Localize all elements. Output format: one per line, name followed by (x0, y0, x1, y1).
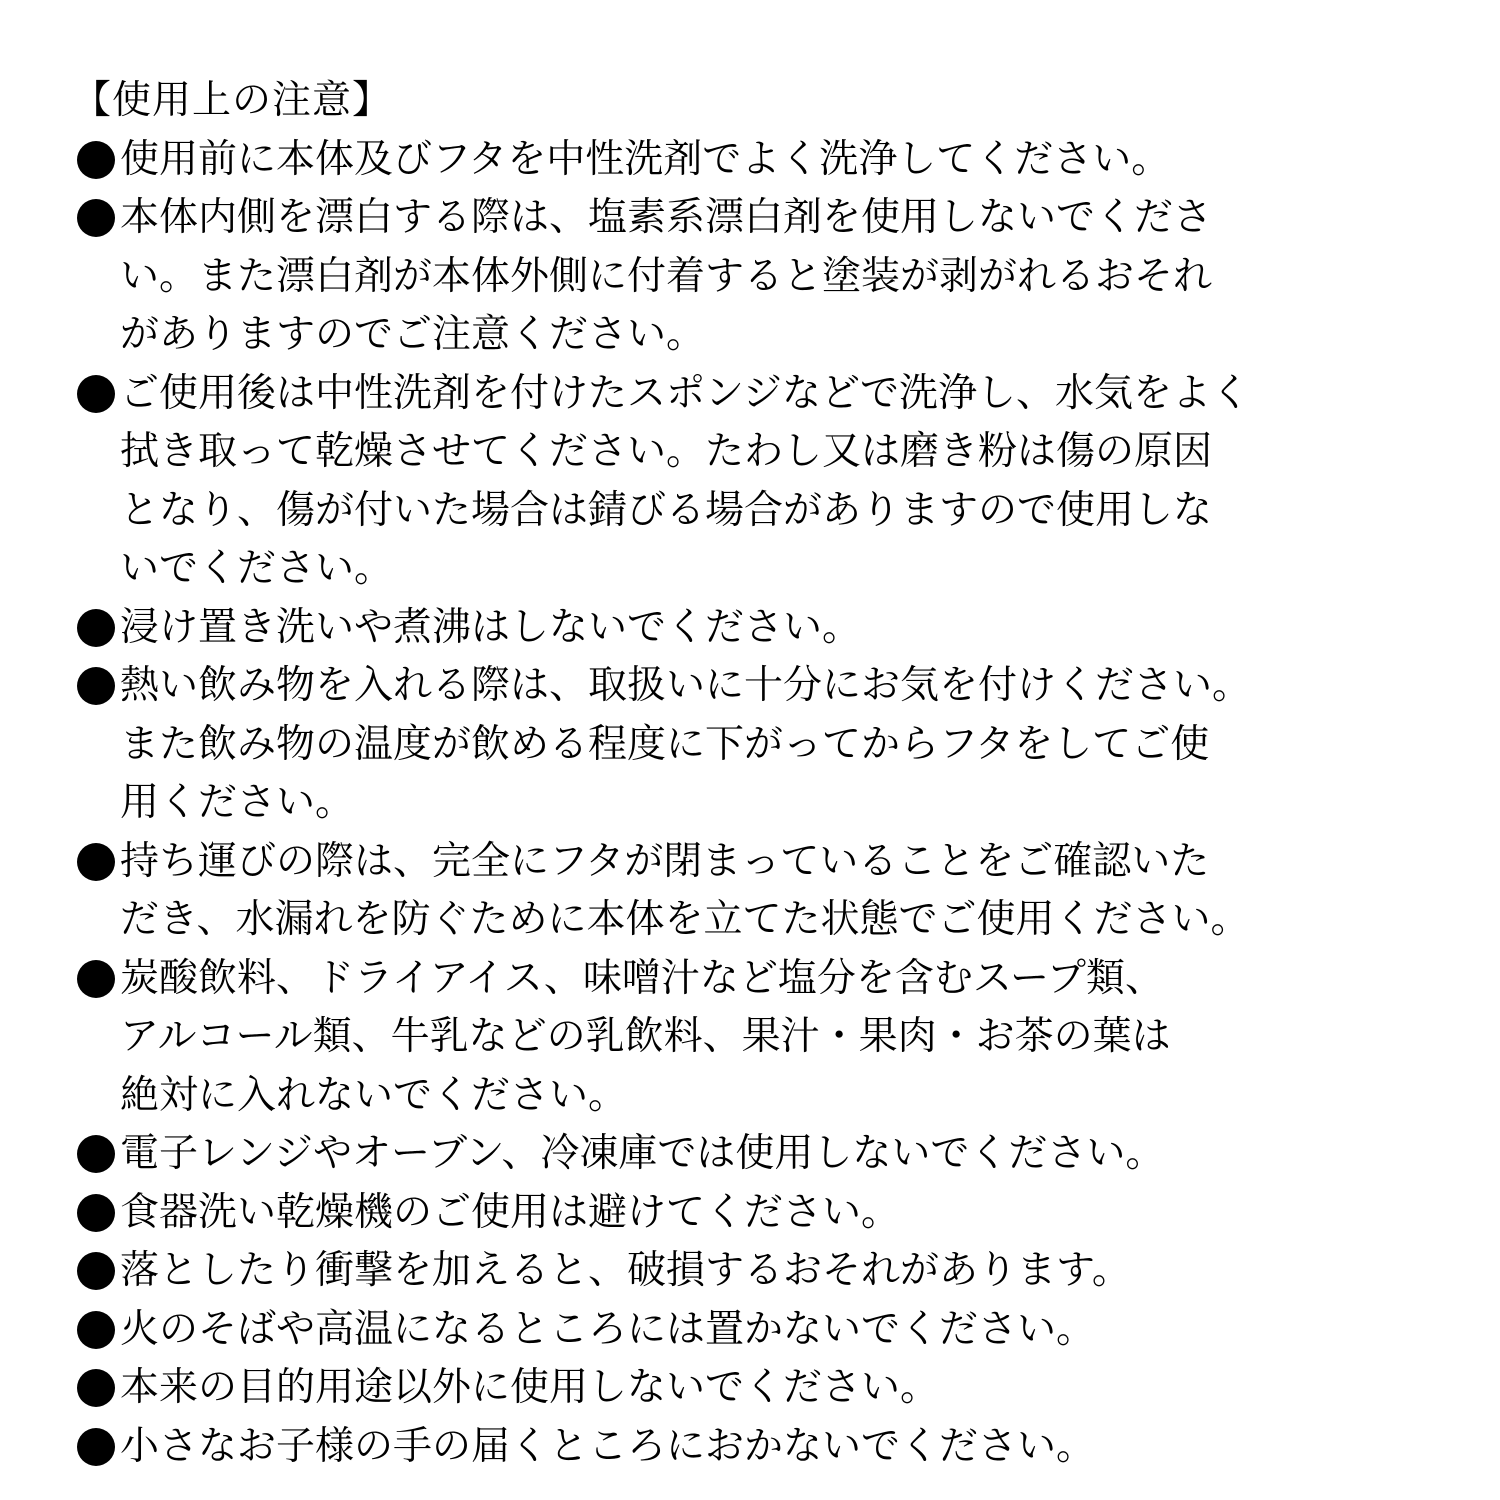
notice-item-line: 拭き取って乾燥させてください。たわし又は磨き粉は傷の原因 (120, 429, 1213, 474)
notice-item-line: 本体内側を漂白する際は、塩素系漂白剤を使用しないでくださ (120, 195, 1213, 240)
notice-item (72, 950, 1452, 1126)
black-circle-icon (72, 1125, 120, 1184)
notice-item-line: また飲み物の温度が飲める程度に下がってからフタをしてご使 (120, 721, 1210, 767)
black-circle-icon (72, 1242, 120, 1301)
notice-item-line: 使用前に本体及びフタを中性洗剤でよく洗浄してください。 (120, 136, 1171, 182)
notice-item (72, 1418, 1452, 1477)
notice-item-line: アルコール類、牛乳などの乳飲料、果汁・果肉・お茶の葉は (120, 1014, 1171, 1059)
black-circle-icon (72, 1418, 120, 1477)
black-circle-icon (72, 131, 120, 190)
notice-item (72, 657, 1452, 833)
notice-item (72, 1301, 1452, 1360)
notice-item-line: 熱い飲み物を入れる際は、取扱いに十分にお気を付けください。 (120, 663, 1252, 708)
notice-item-line: 用ください。 (120, 780, 355, 825)
notice-list (72, 131, 1452, 1477)
notice-item-text (120, 1125, 1452, 1184)
notice-item-text (120, 657, 1452, 833)
notice-item-text (120, 189, 1452, 365)
notice-item-line: だき、水漏れを防ぐために本体を立てた状態でご使用ください。 (120, 897, 1250, 942)
notice-item-line: ご使用後は中性洗剤を付けたスポンジなどで洗浄し、水気をよく (120, 370, 1251, 416)
notice-item-text (120, 1242, 1452, 1301)
notice-item-text (120, 599, 1452, 658)
notice-item-line: がありますのでご注意ください。 (120, 312, 706, 357)
notice-item-line: 浸け置き洗いや煮沸はしないでください。 (120, 604, 862, 650)
notice-item-line: 持ち運びの際は、完全にフタが閉まっていることをご確認いた (120, 838, 1210, 884)
notice-item-text (120, 950, 1452, 1126)
notice-item (72, 1125, 1452, 1184)
notice-item-line: 落としたり衝撃を加えると、破損するおそれがあります。 (120, 1248, 1131, 1293)
notice-item (72, 131, 1452, 190)
notice-item-line: 火のそばや高温になるところには置かないでください。 (120, 1306, 1096, 1352)
notice-item-line: い。また漂白剤が本体外側に付着すると塗装が剥がれるおそれ (120, 253, 1213, 299)
notice-item-text (120, 365, 1452, 599)
black-circle-icon (72, 1359, 120, 1418)
notice-item-line: いでください。 (120, 546, 394, 591)
notice-item-line: 絶対に入れないでください。 (120, 1072, 628, 1118)
black-circle-icon (72, 365, 120, 424)
notice-item-text (120, 1418, 1452, 1477)
usage-notice (72, 72, 1452, 1476)
notice-item (72, 1242, 1452, 1301)
notice-item-text (120, 833, 1452, 950)
notice-item (72, 833, 1452, 950)
black-circle-icon (72, 833, 120, 892)
notice-item-line: 食器洗い乾燥機のご使用は避けてください。 (120, 1189, 901, 1235)
notice-item (72, 599, 1452, 658)
black-circle-icon (72, 657, 120, 716)
notice-item-text (120, 1301, 1452, 1360)
notice-item (72, 365, 1452, 599)
notice-item (72, 189, 1452, 365)
notice-item-text (120, 1184, 1452, 1243)
black-circle-icon (72, 950, 120, 1009)
notice-item-line: 炭酸飲料、ドライアイス、味噌汁など塩分を含むスープ類、 (120, 955, 1165, 1001)
notice-item (72, 1184, 1452, 1243)
notice-item (72, 1359, 1452, 1418)
notice-item-line: となり、傷が付いた場合は錆びる場合がありますので使用しな (120, 487, 1213, 533)
black-circle-icon (72, 1301, 120, 1360)
notice-item-text (120, 131, 1452, 190)
notice-item-line: 電子レンジやオーブン、冷凍庫では使用しないでください。 (120, 1131, 1165, 1176)
notice-item-text (120, 1359, 1452, 1418)
notice-item-line: 小さなお子様の手の届くところにおかないでください。 (120, 1423, 1096, 1469)
notice-item-line: 本来の目的用途以外に使用しないでください。 (120, 1365, 940, 1410)
black-circle-icon (72, 599, 120, 658)
black-circle-icon (72, 189, 120, 248)
notice-title: 【使用上の注意】 (72, 78, 393, 123)
black-circle-icon (72, 1184, 120, 1243)
